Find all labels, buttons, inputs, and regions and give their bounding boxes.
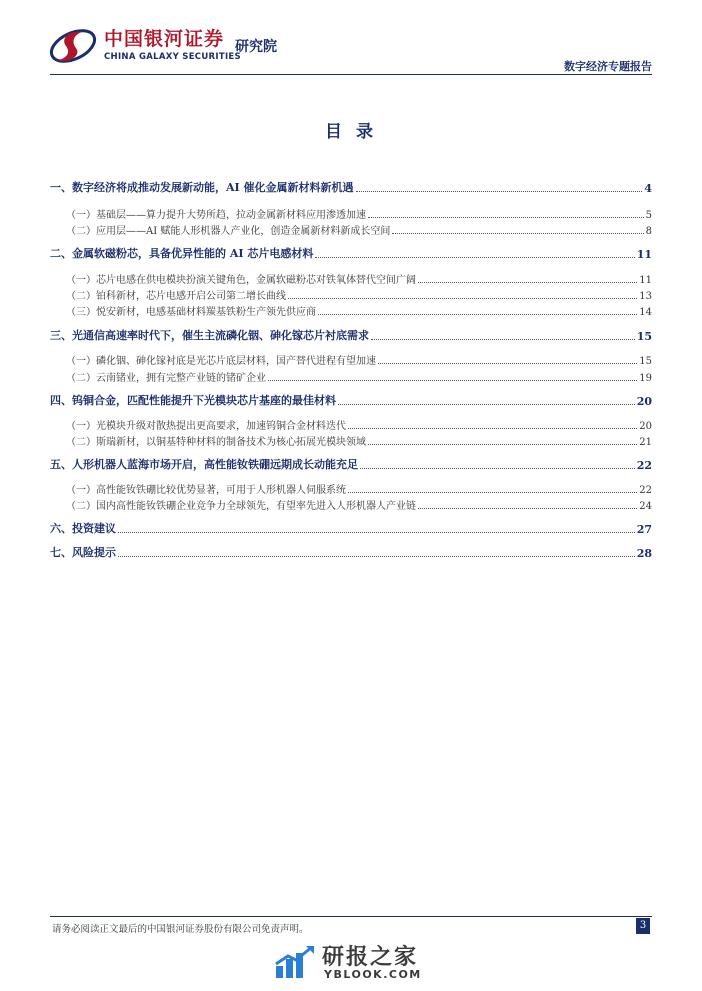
toc-entry-text: 四、钨铜合金，匹配性能提升下光模块芯片基座的最佳材料	[50, 394, 336, 407]
bar-chart-icon	[274, 944, 316, 980]
toc-entry-text: （二）国内高性能钕铁硼企业竞争力全球领先，有望率先进入人形机器人产业链	[66, 501, 416, 512]
toc-entry-page: 27	[636, 523, 652, 536]
institute-label: 研究院	[235, 39, 277, 55]
dot-leader	[118, 556, 635, 557]
dot-leader	[268, 380, 637, 381]
toc-entry-text: 三、光通信高速率时代下，催生主流磷化铟、砷化镓芯片衬底需求	[50, 329, 369, 342]
dot-leader	[392, 233, 643, 234]
dot-leader	[118, 532, 635, 533]
dot-leader	[371, 339, 635, 340]
toc-entry-page: 15	[636, 330, 652, 343]
toc-entry-2-1[interactable]	[50, 270, 652, 286]
toc-entry-text: 五、人形机器人蓝海市场开启，高性能钕铁硼远期成长动能充足	[50, 458, 358, 471]
toc-entry-page: 28	[636, 547, 652, 560]
footer-divider	[50, 916, 652, 917]
toc-entry-text: （一）光模块升级对散热提出更高要求，加速钨铜合金材料迭代	[66, 421, 346, 432]
toc-entry-2-2[interactable]	[50, 286, 652, 302]
report-type-label: 数字经济专题报告	[564, 60, 652, 73]
toc-entry-page: 21	[639, 437, 652, 448]
toc-entry-page: 22	[639, 485, 652, 496]
toc-entry-text: （一）基础层——算力提升大势所趋，拉动金属新材料应用渗透加速	[66, 210, 366, 221]
toc-entry-text: （二）云南锗业，拥有完整产业链的锗矿企业	[66, 373, 266, 384]
toc-entry-1[interactable]	[50, 179, 652, 195]
toc-entry-1-2[interactable]	[50, 221, 652, 237]
toc-entry-3-1[interactable]	[50, 351, 652, 367]
toc-entry-1-1[interactable]	[50, 205, 652, 221]
toc-entry-4-2[interactable]	[50, 432, 652, 448]
toc-entry-page: 4	[644, 182, 652, 195]
dot-leader	[360, 468, 635, 469]
disclaimer-text: 请务必阅读正文最后的中国银河证券股份有限公司免责声明。	[52, 924, 309, 935]
dot-leader	[348, 492, 637, 493]
toc-entry-page: 8	[645, 226, 652, 237]
page-header	[0, 0, 702, 80]
toc-entry-6[interactable]	[50, 520, 652, 536]
brand-name-en: CHINA GALAXY SECURITIES	[104, 52, 241, 62]
toc-title: 目 录	[325, 122, 377, 142]
toc-entry-text: 六、投资建议	[50, 522, 116, 535]
toc-entry-text: 二、金属软磁粉芯，具备优异性能的 AI 芯片电感材料	[50, 247, 314, 260]
toc-entry-2[interactable]	[50, 245, 652, 261]
toc-entry-page: 20	[639, 421, 652, 432]
toc-entry-text: （一）高性能钕铁硼比较优势显著，可用于人形机器人伺服系统	[66, 485, 346, 496]
dot-leader	[418, 282, 637, 283]
header-divider	[50, 74, 652, 75]
dot-leader	[315, 257, 634, 258]
dot-leader	[356, 191, 643, 192]
dot-leader	[348, 428, 637, 429]
brand-name-cn: 中国银河证券	[104, 28, 225, 50]
toc-entry-page: 19	[639, 373, 652, 384]
toc-entry-3[interactable]	[50, 327, 652, 343]
toc-entry-text: （二）斯瑞新材，以铜基特种材料的制备技术为核心拓展光模块领域	[66, 437, 366, 448]
toc-entry-text: 七、风险提示	[50, 546, 116, 559]
dot-leader	[318, 314, 637, 315]
toc-entry-text: （三）悦安新材，电感基础材料羰基铁粉生产领先供应商	[66, 307, 316, 318]
toc-entry-7[interactable]	[50, 544, 652, 560]
toc-entry-2-3[interactable]	[50, 302, 652, 318]
toc-entry-page: 11	[636, 248, 652, 261]
toc-entry-text: （二）应用层——AI 赋能人形机器人产业化，创造金属新材料新成长空间	[66, 226, 391, 237]
page-number: 3	[636, 918, 650, 934]
toc-entry-5-1[interactable]	[50, 480, 652, 496]
toc-entry-page: 14	[639, 307, 652, 318]
dot-leader	[368, 444, 637, 445]
toc-entry-4[interactable]	[50, 392, 652, 408]
toc-entry-page: 13	[639, 291, 652, 302]
dot-leader	[378, 363, 637, 364]
dot-leader	[338, 404, 635, 405]
toc-entry-page: 15	[639, 356, 652, 367]
dot-leader	[288, 298, 637, 299]
toc-entry-page: 24	[639, 501, 652, 512]
watermark-en: YBLOOK.COM	[324, 968, 422, 981]
dot-leader	[418, 508, 637, 509]
watermark-cn: 研报之家	[322, 945, 419, 970]
toc-entry-text: （一）磷化铟、砷化镓衬底是光芯片底层材料，国产替代进程有望加速	[66, 356, 376, 367]
dot-leader	[368, 217, 644, 218]
toc-entry-page: 22	[636, 459, 652, 472]
toc-entry-text: （二）铂科新材，芯片电感开启公司第二增长曲线	[66, 291, 286, 302]
toc-entry-page: 5	[645, 210, 652, 221]
toc-entry-page: 20	[636, 395, 652, 408]
toc-entry-5-2[interactable]	[50, 496, 652, 512]
toc-entry-text: 一、数字经济将成推动发展新动能，AI 催化金属新材料新机遇	[50, 181, 354, 194]
toc-entry-5[interactable]	[50, 456, 652, 472]
toc-entry-text: （一）芯片电感在供电模块扮演关键角色，金属软磁粉芯对铁氧体替代空间广阔	[66, 275, 416, 286]
toc-entry-page: 11	[639, 275, 652, 286]
galaxy-logo-icon	[48, 24, 98, 68]
toc-entry-4-1[interactable]	[50, 416, 652, 432]
toc-entry-3-2[interactable]	[50, 368, 652, 384]
